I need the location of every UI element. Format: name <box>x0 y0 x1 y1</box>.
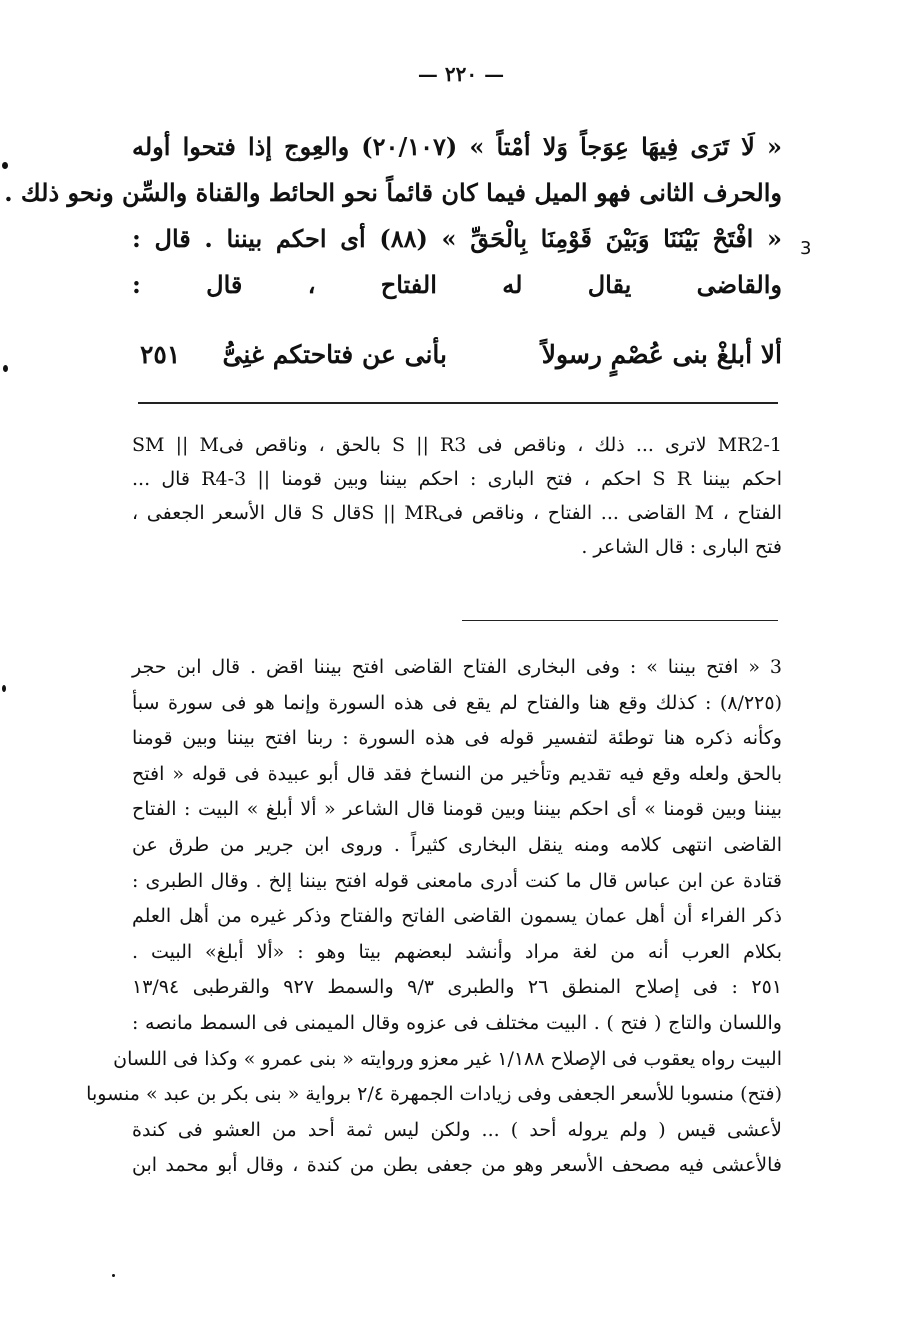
scan-speck <box>3 365 8 372</box>
variant-readings <box>132 428 782 564</box>
commentary-line: ٢٥١ : فى إصلاح المنطق ٢٦ والطبرى ٩/٣ والسمط ٩٢٧ والقرطبى ١٣/٩٤ <box>132 976 783 999</box>
verse-second-hemistich: بأنى عن فتاحتكم غنِىُّ <box>222 340 447 369</box>
variant-line: MR2-1 لاترى ... ذلك ، وناقص فى S || R3 بالحق ، وناقص فىSM || M <box>132 434 782 456</box>
variant-line: احكم بيننا S R احكم ، فتح البارى : احكم بيننا وبين قومنا || R4-3 قال ... <box>132 468 782 490</box>
main-text-line: « لَا تَرَى فِيهَا عِوَجاً وَلا أمْتاً » (٢٠/١٠٧) والعِوج إذا فتحوا أوله <box>132 132 782 161</box>
commentary-line: واللسان والتاج ( فتح ) . البيت مختلف فى عزوه وقال الميمنى فى السمط مانصه : <box>132 1011 782 1034</box>
commentary-line: (فتح) منسوبا للأسعر الجعفى وفى زيادات الجمهرة ٢/٤ برواية « بنى بكر بن عبد » منسوبا <box>86 1083 782 1106</box>
commentary-line: 3 « افتح بيننا » : وفى البخارى الفتاح القاضى افتح بيننا اقض . قال ابن حجر <box>132 656 782 678</box>
commentary-line: البيت رواه يعقوب فى الإصلاح ١/١٨٨ غير معزو وروايته « بنى عمرو » وكذا فى اللسان <box>113 1047 782 1070</box>
commentary-line: فالأعشى فيه مصحف الأسعر وهو من جعفى بطن من كندة ، وقال أبو محمد ابن <box>132 1154 782 1177</box>
main-text-line: « افْتَحْ بَيْنَنَا وَبَيْنَ قَوْمِنَا بِالْحَقِّ » (٨٨) أى احكم بيننا . قال : <box>132 224 783 253</box>
commentary-line: القاضى انتهى كلامه ومنه ينقل البخارى كثيراً . وروى ابن جرير من طرق عن <box>132 833 782 856</box>
verse-number: ٢٥١ <box>140 340 181 369</box>
commentary-line: بكلام العرب أنه من لغة مراد وأنشد لبعضهم بيتا وهو : «ألا أبلغ» البيت . <box>132 940 782 963</box>
page-number: — ٢٢٠ — <box>417 62 505 86</box>
verse-first-hemistich: ألا أبلغْ بنى عُصْمٍ رسولاً <box>541 340 782 369</box>
commentary-notes <box>86 650 783 1184</box>
commentary-line: بيننا وبين قومنا » أى احكم بيننا وبين قومنا قال الشاعر « ألا أبلغ » البيت : الفتاح <box>132 798 782 821</box>
variant-line: فتح البارى : قال الشاعر . <box>581 536 782 558</box>
commentary-line: (٨/٢٢٥) : كذلك وقع هنا والفتاح لم يقع فى هذه السورة وإنما هو فى سورة سبأ <box>132 691 782 714</box>
commentary-line: ذكر الفراء أن أهل عمان يسمون القاضى الفاتح والفتاح وذكر غيره من أهل العلم <box>132 905 782 928</box>
main-text-line: والقاضى يقال له الفتاح ، قال : <box>132 270 782 299</box>
margin-line-marker: 3 <box>800 238 812 259</box>
scan-speck <box>2 685 6 692</box>
scan-speck <box>2 162 8 169</box>
commentary-line: قتادة عن ابن عباس قال ما كنت أدرى مامعنى قوله افتح بيننا إلخ . وقال الطبرى : <box>132 869 782 892</box>
commentary-line: وكأنه ذكره هنا توطئة لتفسير قوله فى هذه السورة : ربنا افتح بيننا وبين قومنا <box>132 727 782 750</box>
main-text <box>4 124 783 308</box>
variant-line: الفتاح ، M القاضى ... الفتاح ، وناقص فىS || MRقال S قال الأسعر الجعفى ، <box>132 502 782 524</box>
commentary-line: لأعشى قيس ( ولم يروله أحد ) ... ولكن ليس ثمة أحد من العشو فى كندة <box>132 1118 782 1141</box>
commentary-divider <box>462 620 778 621</box>
apparatus-divider <box>138 402 778 404</box>
commentary-line: بالحق ولعله وقع فيه تقديم وتأخير من النساخ فقد قال أبو عبيدة فى قوله « افتح <box>132 762 782 785</box>
main-text-line: والحرف الثانى فهو الميل فيما كان قائماً نحو الحائط والقناة والسِّن ونحو ذلك . <box>4 178 782 207</box>
poetry-verse <box>132 330 782 380</box>
scan-speck <box>112 1274 115 1277</box>
